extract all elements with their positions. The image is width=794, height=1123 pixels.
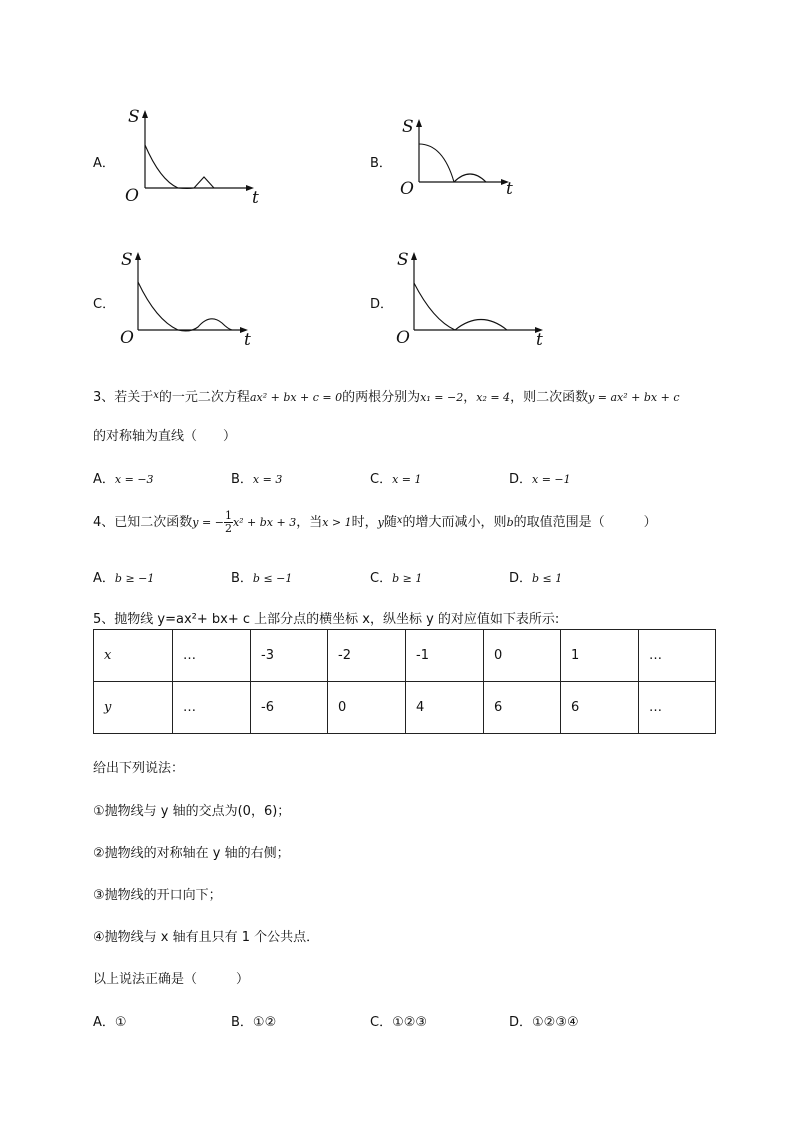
table-cell: 0 [328,682,406,734]
q5-statement-4: ④抛物线与 x 轴有且只有 1 个公共点． [93,930,320,945]
q4-text-6: 的取值范围是（ ） [513,515,657,531]
q3-text-2: 的一元二次方程 [158,390,250,405]
q4-func-lhs: y = − [192,516,224,530]
q3-text-4: ，则二次函数 [510,390,589,405]
q4-option-b: B．b ≤ −1 [231,571,293,586]
q4-option-c: C．b ≥ 1 [370,571,423,586]
q4-fraction: $\frac{1}{2}$ [224,509,232,536]
graph-a-o-label: O [125,186,139,206]
table-cell: … [173,630,251,682]
q5-question: 以上说法正确是（ ） [93,972,250,987]
table-cell: -6 [251,682,328,734]
table-cell: y [94,682,173,734]
graph-b-t-label: t [506,179,513,199]
q3-prompt-line1 [93,391,680,404]
q4-text-2: ，当 [296,515,323,531]
table-cell: … [639,682,716,734]
q5-prompt: 5、抛物线 y=ax²+ bx+ c 上部分点的横坐标 x，纵坐标 y 的对应值如下表所示: [93,612,560,627]
graph-b-s-label: S [402,117,414,137]
q4-text-1: 4、已知二次函数 [93,515,193,531]
q3-option-b: B．x = 3 [231,472,283,487]
table-cell: -2 [328,630,406,682]
graph-c-o-label: O [120,328,134,348]
q5-statement-1: ①抛物线与 y 轴的交点为(0，6)； [93,804,291,819]
graph-d-s-label: S [397,250,409,270]
q2-graph-c [118,245,268,350]
q3-option-c: C．x = 1 [370,472,422,487]
q4-option-d: D．b ≤ 1 [509,571,563,586]
q5-option-b: B．①② [231,1015,277,1030]
table-cell: 0 [484,630,561,682]
table-cell: 6 [561,682,639,734]
q4-prompt [93,510,657,535]
q4-text-5: 的增大而减小，则 [402,515,507,531]
q4-func-rhs: x² + bx + 3 [232,516,297,530]
table-cell: -3 [251,630,328,682]
q2-option-c-letter: C． [93,297,116,312]
q4-option-a: A．b ≥ −1 [93,571,155,586]
q5-statement-3: ③抛物线的开口向下； [93,888,222,903]
q4-text-3: 时， [351,515,378,531]
graph-d-t-label: t [536,330,543,350]
q2-graph-b [398,112,528,202]
q3-option-a: A．x = −3 [93,472,154,487]
graph-a-t-label: t [252,188,259,208]
graph-b-o-label: O [400,179,414,199]
q4-var-y: y [377,516,384,530]
q2-option-b-letter: B． [370,156,392,171]
q2-option-d-letter: D． [370,297,394,312]
table-cell: 6 [484,682,561,734]
table-row-x [94,630,716,682]
q3-var-x: x [153,390,159,401]
table-cell: … [639,630,716,682]
table-cell: 4 [406,682,484,734]
q5-option-c: C．①②③ [370,1015,428,1030]
q5-value-table [93,629,716,734]
q2-graph-d [395,245,550,350]
table-row-y [94,682,716,734]
q4-condition: x > 1 [322,516,352,530]
q3-root-1: x₁ = −2 [420,391,464,404]
q4-var-x: x [396,515,403,527]
graph-c-t-label: t [244,330,251,350]
q5-statement-2: ②抛物线的对称轴在 y 轴的右侧； [93,846,290,861]
graph-d-o-label: O [396,328,410,348]
q5-option-a: A．① [93,1015,127,1030]
q2-graph-a [120,105,270,210]
q3-option-d: D．x = −1 [509,472,571,487]
q3-prompt-line2: 的对称轴为直线（ ） [93,429,237,444]
q4-text-4: 随 [383,515,397,531]
table-cell: x [94,630,173,682]
q3-text-1: 3、若关于 [93,390,154,405]
graph-c-s-label: S [121,250,133,270]
q4-var-b: b [506,516,514,530]
table-cell: -1 [406,630,484,682]
q3-text-3: 的两根分别为 [342,390,421,405]
q3-function: y = ax² + bx + c [588,391,680,404]
q2-option-a-letter: A． [93,156,115,171]
q3-root-2: x₂ = 4 [476,391,511,404]
table-cell: 1 [561,630,639,682]
q5-statements-intro: 给出下列说法： [93,761,185,776]
graph-a-s-label: S [128,107,140,127]
q3-comma: ， [463,390,477,405]
q3-equation: ax² + bx + c = 0 [249,391,343,404]
q5-option-d: D．①②③④ [509,1015,579,1030]
table-cell: … [173,682,251,734]
